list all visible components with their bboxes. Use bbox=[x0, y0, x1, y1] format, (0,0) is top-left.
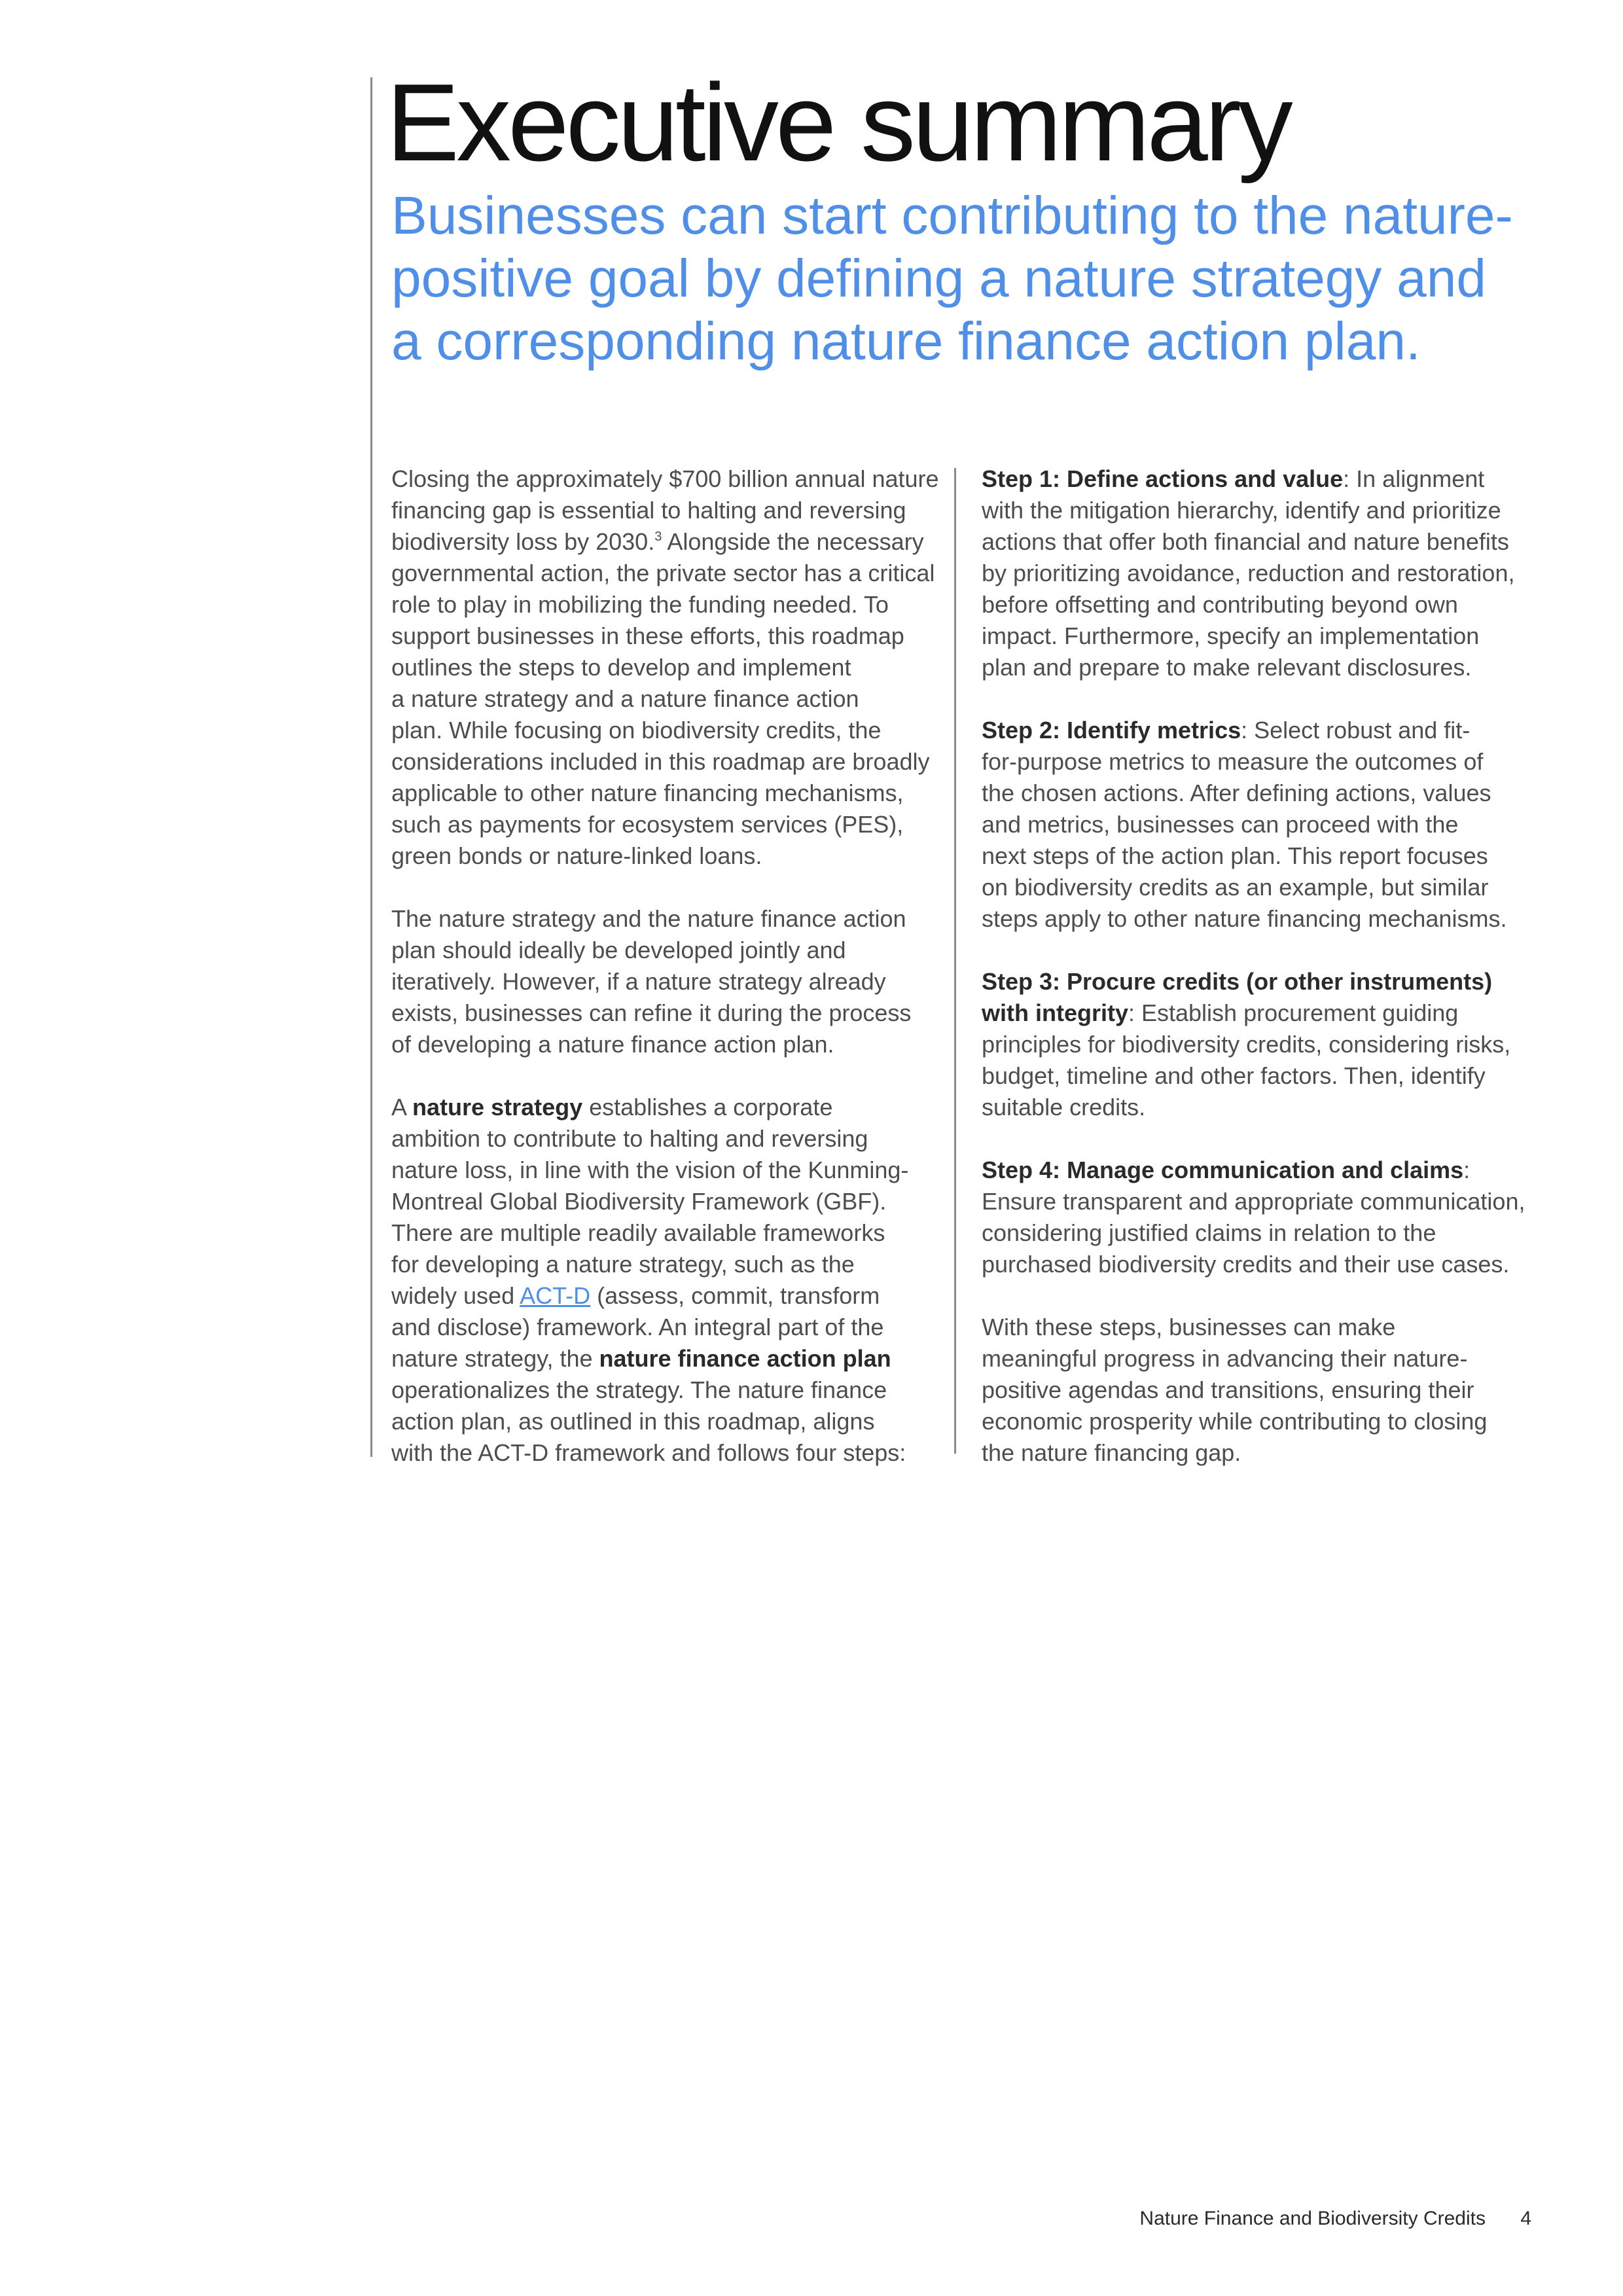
text-line: with the mitigation hierarchy, identify and prioritize bbox=[982, 497, 1501, 524]
text-line bbox=[982, 463, 1558, 495]
text-line: with the ACT-D framework and follows four steps: bbox=[391, 1439, 906, 1466]
text-segment: biodiversity loss by 2030. bbox=[391, 528, 655, 555]
text-line bbox=[391, 526, 954, 558]
footnote-reference[interactable]: 3 bbox=[654, 529, 662, 544]
text-line: considerations included in this roadmap are broadly bbox=[391, 748, 930, 775]
text-line: Ensure transparent and appropriate communication, bbox=[982, 1188, 1525, 1215]
step-heading: Step 3: Procure credits (or other instruments) bbox=[982, 968, 1493, 995]
text-line: principles for biodiversity credits, considering risks, bbox=[982, 1031, 1511, 1058]
text-line: iteratively. However, if a nature strategy already bbox=[391, 968, 886, 995]
step-heading: Step 4: Manage communication and claims bbox=[982, 1157, 1464, 1183]
text-line: plan and prepare to make relevant disclosures. bbox=[982, 654, 1472, 681]
nature-strategy-paragraph bbox=[391, 1092, 954, 1469]
text-segment: Alongside the necessary bbox=[662, 528, 924, 555]
text-line: Closing the approximately $700 billion annual nature bbox=[391, 465, 939, 492]
text-segment: : bbox=[1463, 1157, 1471, 1183]
text-line: for-purpose metrics to measure the outcomes of bbox=[982, 748, 1484, 775]
text-line: and disclose) framework. An integral part of the bbox=[391, 1314, 884, 1340]
intro-paragraph bbox=[391, 463, 954, 872]
text-line: governmental action, the private sector has a critical bbox=[391, 560, 935, 586]
text-segment: : Select robust and fit- bbox=[1241, 717, 1471, 744]
text-line: on biodiversity credits as an example, but similar bbox=[982, 874, 1489, 901]
text-line: by prioritizing avoidance, reduction and restoration, bbox=[982, 560, 1515, 586]
text-line: a nature strategy and a nature finance action bbox=[391, 685, 859, 712]
text-line: the chosen actions. After defining actions, values bbox=[982, 780, 1491, 806]
text-line: green bonds or nature-linked loans. bbox=[391, 842, 762, 869]
text-line bbox=[391, 1092, 954, 1123]
text-line bbox=[982, 997, 1558, 1029]
text-line: There are multiple readily available frameworks bbox=[391, 1219, 885, 1246]
text-line: impact. Furthermore, specify an implementation bbox=[982, 622, 1480, 649]
text-line: actions that offer both financial and nature benefits bbox=[982, 528, 1509, 555]
closing-paragraph bbox=[982, 1312, 1558, 1469]
text-line: nature loss, in line with the vision of the Kunming- bbox=[391, 1157, 909, 1183]
text-line: operationalizes the strategy. The nature finance bbox=[391, 1376, 887, 1403]
text-line: suitable credits. bbox=[982, 1094, 1146, 1121]
footer-report-title: Nature Finance and Biodiversity Credits bbox=[1139, 2208, 1486, 2229]
subtitle-line: Businesses can start contributing to the nature- bbox=[391, 186, 1513, 245]
page-number: 4 bbox=[1520, 2208, 1531, 2229]
text-line bbox=[391, 1343, 954, 1374]
right-column bbox=[982, 463, 1558, 1500]
text-line: such as payments for ecosystem services (PES), bbox=[391, 811, 904, 838]
step-heading: Step 1: Define actions and value bbox=[982, 465, 1344, 492]
text-line: With these steps, businesses can make bbox=[982, 1314, 1396, 1340]
step-heading: Step 2: Identify metrics bbox=[982, 717, 1241, 744]
text-line: considering justified claims in relation to the bbox=[982, 1219, 1436, 1246]
text-segment: A bbox=[391, 1094, 413, 1121]
page-title: Executive summary bbox=[386, 61, 1290, 184]
text-line: support businesses in these efforts, this roadmap bbox=[391, 622, 904, 649]
text-line: Montreal Global Biodiversity Framework (GBF). bbox=[391, 1188, 887, 1215]
step-4-paragraph bbox=[982, 1155, 1558, 1280]
bold-term: nature finance action plan bbox=[599, 1345, 891, 1372]
bold-term: nature strategy bbox=[412, 1094, 583, 1121]
text-line: next steps of the action plan. This report focuses bbox=[982, 842, 1488, 869]
text-line: plan. While focusing on biodiversity credits, the bbox=[391, 717, 882, 744]
text-line: financing gap is essential to halting and reversing bbox=[391, 497, 906, 524]
text-segment: : Establish procurement guiding bbox=[1128, 999, 1459, 1026]
subtitle-line: positive goal by defining a nature strategy and bbox=[391, 249, 1486, 308]
text-line: steps apply to other nature financing mechanisms. bbox=[982, 905, 1507, 932]
page-subtitle bbox=[391, 185, 1569, 373]
text-line: plan should ideally be developed jointly and bbox=[391, 937, 846, 963]
text-line bbox=[982, 715, 1558, 746]
step-3-paragraph bbox=[982, 966, 1558, 1123]
text-segment: (assess, commit, transform bbox=[590, 1282, 880, 1309]
text-segment: : In alignment bbox=[1343, 465, 1485, 492]
subtitle-line: a corresponding nature finance action plan. bbox=[391, 312, 1421, 371]
text-line bbox=[391, 1280, 954, 1312]
text-line: before offsetting and contributing beyond own bbox=[982, 591, 1458, 618]
text-line: The nature strategy and the nature finance action bbox=[391, 905, 906, 932]
text-line: action plan, as outlined in this roadmap, aligns bbox=[391, 1408, 875, 1435]
text-line bbox=[982, 1155, 1558, 1186]
text-line: for developing a nature strategy, such as the bbox=[391, 1251, 855, 1278]
text-line: role to play in mobilizing the funding needed. To bbox=[391, 591, 889, 618]
left-column bbox=[391, 463, 954, 1500]
strategy-paragraph bbox=[391, 903, 954, 1060]
text-segment: widely used bbox=[391, 1282, 520, 1309]
text-line: purchased biodiversity credits and their use cases. bbox=[982, 1251, 1510, 1278]
text-line bbox=[982, 966, 1558, 997]
text-segment: nature strategy, the bbox=[391, 1345, 599, 1372]
step-heading: with integrity bbox=[982, 999, 1128, 1026]
text-line: outlines the steps to develop and implement bbox=[391, 654, 851, 681]
text-line: positive agendas and transitions, ensuring their bbox=[982, 1376, 1474, 1403]
step-1-paragraph bbox=[982, 463, 1558, 683]
text-line: exists, businesses can refine it during the process bbox=[391, 999, 912, 1026]
text-line: of developing a nature finance action plan. bbox=[391, 1031, 834, 1058]
text-line: the nature financing gap. bbox=[982, 1439, 1241, 1466]
text-line: and metrics, businesses can proceed with the bbox=[982, 811, 1459, 838]
column-divider bbox=[954, 468, 956, 1454]
step-2-paragraph bbox=[982, 715, 1558, 935]
text-line: economic prosperity while contributing to closing bbox=[982, 1408, 1488, 1435]
text-line: ambition to contribute to halting and reversing bbox=[391, 1125, 868, 1152]
text-segment: establishes a corporate bbox=[582, 1094, 833, 1121]
text-line: meaningful progress in advancing their nature- bbox=[982, 1345, 1468, 1372]
header-rule bbox=[370, 77, 372, 1457]
text-line: applicable to other nature financing mechanisms, bbox=[391, 780, 904, 806]
act-d-link[interactable]: ACT-D bbox=[520, 1282, 591, 1309]
text-line: budget, timeline and other factors. Then, identify bbox=[982, 1062, 1486, 1089]
